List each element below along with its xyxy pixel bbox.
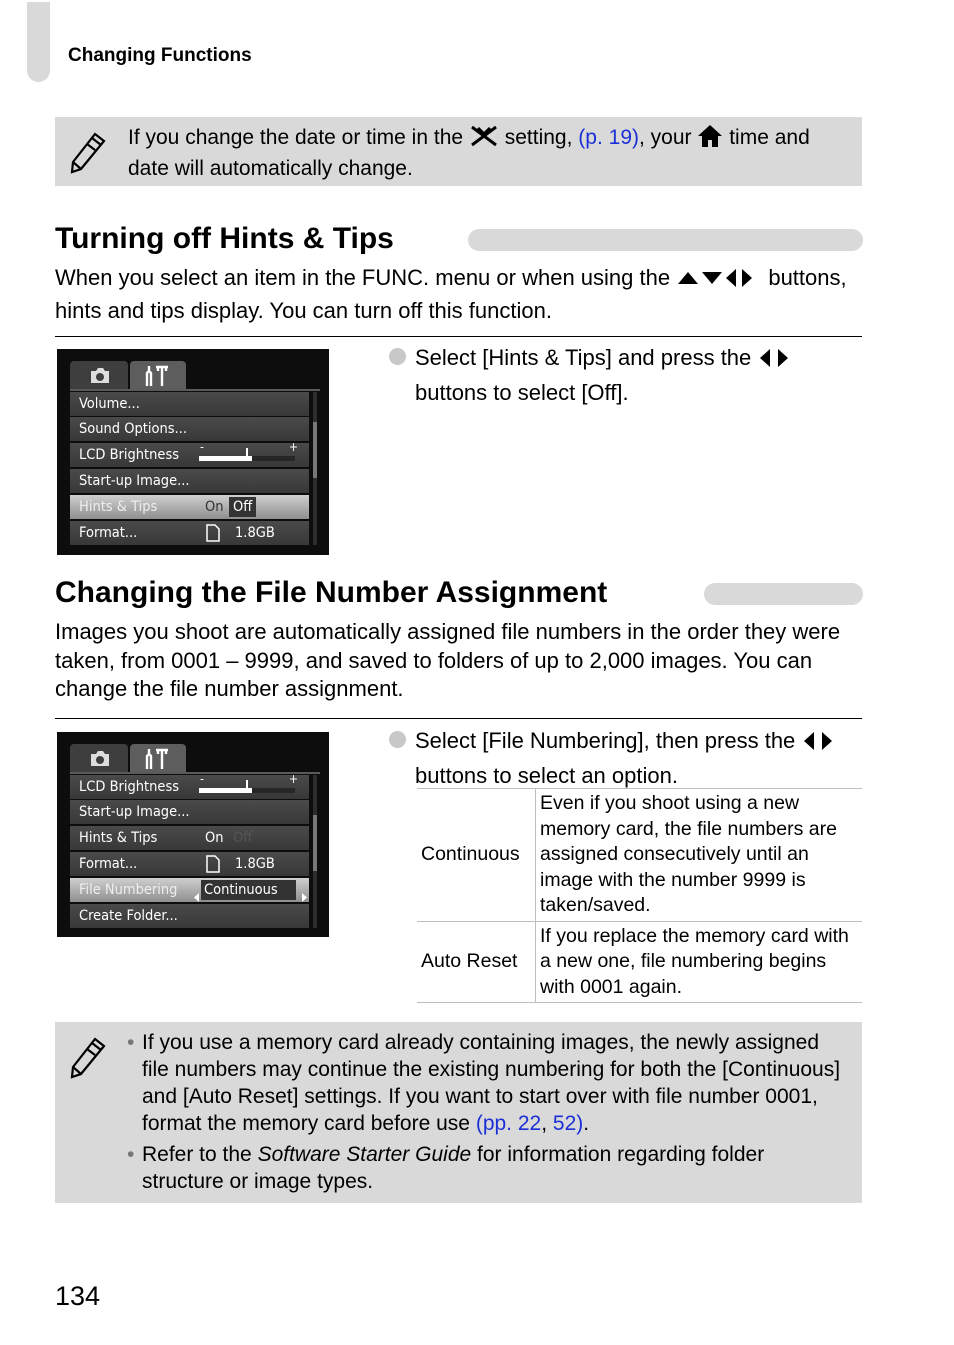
menu-item-volume[interactable]: Volume... (70, 392, 309, 416)
option-off[interactable]: Off (233, 830, 253, 846)
menu-item-hints-tips[interactable]: Hints & Tips On Off (70, 495, 309, 519)
page-link[interactable]: 52) (552, 1112, 584, 1135)
camera-screen-hints (57, 349, 329, 555)
step-hints: Select [Hints & Tips] and press the buttons to select [Off]. (415, 342, 865, 408)
camera-icon (89, 367, 111, 389)
note-text (127, 1029, 850, 1195)
card-size: 1.8GB (235, 856, 275, 872)
brightness-plus: + (289, 772, 299, 786)
options-table (417, 788, 862, 1003)
section-intro: Images you shoot are automatically assigned file numbers in the order they were taken, from 0001 – 9999, and saved to folders of up to 2,000 images. You can change the file number assignment. (55, 619, 841, 701)
memory-card-icon (206, 524, 220, 550)
page-number: 134 (55, 1281, 101, 1311)
option-off[interactable]: Off (229, 497, 256, 517)
table-row (417, 921, 862, 1003)
step-bullet (389, 348, 406, 365)
step-file-numbering: Select [File Numbering], then press the buttons to select an option. (415, 725, 865, 791)
menu-item-format[interactable]: Format... 1.8GB (70, 521, 309, 545)
pencil-icon (69, 1036, 109, 1085)
pencil-icon (69, 131, 109, 180)
step-bullet (389, 731, 406, 748)
shooting-tab (70, 361, 128, 389)
title-rule-bar (468, 229, 863, 251)
menu-item-lcd-brightness[interactable]: LCD Brightness - + (70, 775, 309, 799)
option-name: Auto Reset (417, 921, 536, 1003)
card-size: 1.8GB (235, 525, 275, 541)
guide-title: Software Starter Guide (257, 1143, 472, 1166)
option-name: Continuous (417, 789, 536, 922)
home-icon (697, 124, 723, 155)
shooting-tab (70, 744, 128, 772)
scrollbar[interactable] (313, 775, 317, 928)
left-right-icon (757, 346, 791, 377)
scrollbar[interactable] (313, 392, 317, 545)
section-intro: When you select an item in the FUNC. menu or when using the buttons, hints and tips display. You can turn off this function. (55, 265, 847, 323)
running-header: Changing Functions (68, 45, 252, 66)
menu-item-startup-image[interactable]: Start-up Image... (70, 800, 309, 824)
note-text: If you change the date or time in the setting, (p. 19), your time and date will automatically change. (128, 126, 810, 180)
menu-item-hints-tips[interactable]: Hints & Tips On Off (70, 826, 309, 850)
option-description: If you replace the memory card with a new one, file numbering begins with 0001 again. (536, 921, 863, 1003)
option-on[interactable]: On (205, 830, 224, 846)
divider (55, 336, 862, 337)
option-description: Even if you shoot using a new memory card, the file numbers are assigned consecutively until an image with the number 9999 is taken/saved. (536, 789, 863, 922)
divider (55, 718, 862, 719)
note-box-file-numbers (55, 1022, 862, 1203)
table-row (417, 789, 862, 922)
brightness-tick (246, 780, 248, 793)
note-box-date-time (55, 117, 862, 186)
option-on[interactable]: On (205, 499, 224, 515)
list-item: • If you use a memory card already containing images, the newly assigned file numbers may continue the existing numbering for both the [Continuous] and [Auto Reset] settings. If you want to start over with file number 0001, format the memory card before use (pp. 22, 52). (127, 1029, 850, 1137)
title-rule-bar (704, 583, 863, 605)
menu-item-lcd-brightness[interactable]: LCD Brightness - + (70, 443, 309, 467)
up-down-left-right-icon (676, 267, 762, 297)
screen-tab-bar (70, 361, 320, 391)
menu-item-sound-options[interactable]: Sound Options... (70, 417, 309, 441)
option-value[interactable]: Continuous (201, 880, 296, 900)
chapter-tab-marker (27, 2, 50, 82)
menu-item-format[interactable]: Format... 1.8GB (70, 852, 309, 876)
screen-tab-bar (70, 744, 320, 774)
list-item: • Refer to the Software Starter Guide for information regarding folder structure or image types. (127, 1141, 850, 1195)
brightness-tick (246, 448, 248, 461)
menu-item-file-numbering[interactable]: File Numbering Continuous (70, 878, 309, 902)
page-link[interactable]: (pp. 22 (475, 1112, 542, 1135)
settings-tab (130, 361, 186, 389)
menu-item-startup-image[interactable]: Start-up Image... (70, 469, 309, 493)
camera-icon (89, 750, 111, 772)
tools-icon (144, 748, 172, 775)
section-title-hints: Turning off Hints & Tips (55, 222, 394, 255)
tools-icon (144, 365, 172, 392)
menu-item-create-folder[interactable]: Create Folder... (70, 904, 309, 928)
brightness-plus: + (289, 440, 299, 454)
brightness-minus: - (200, 440, 204, 454)
settings-tab (130, 744, 186, 772)
section-title-file-number: Changing the File Number Assignment (55, 576, 608, 609)
page-link[interactable]: (p. 19) (578, 126, 639, 149)
brightness-minus: - (200, 772, 204, 786)
left-right-icon (801, 729, 835, 760)
airplane-icon (469, 124, 499, 155)
camera-screen-file-numbering (57, 732, 329, 937)
